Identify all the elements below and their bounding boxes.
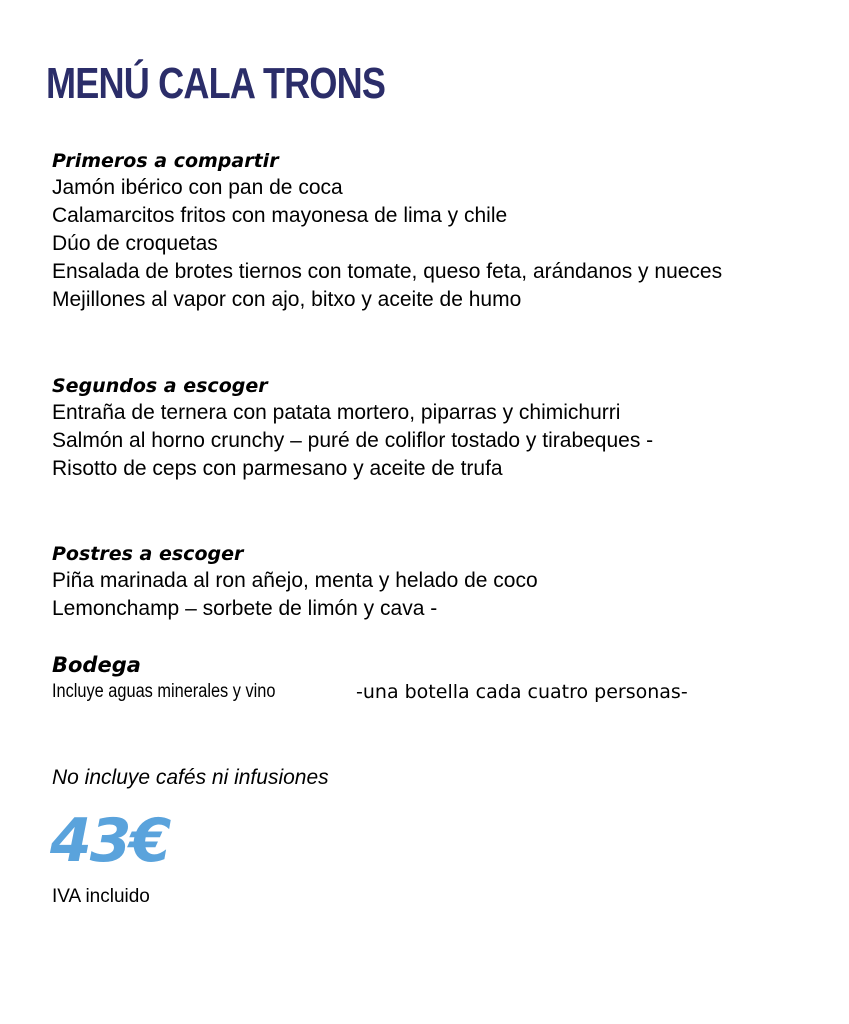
vat-note: IVA incluido [52, 886, 150, 907]
bodega-description [52, 679, 742, 705]
menu-item: Jamón ibérico con pan de coca [52, 176, 343, 199]
menu-item: Calamarcitos fritos con mayonesa de lima y chile [52, 204, 508, 227]
menu-item: Lemonchamp – sorbete de limón y cava - [52, 597, 438, 620]
menu-title: MENÚ CALA TRONS [46, 59, 386, 108]
bodega-text-waters-wine: Incluye aguas minerales y vino [52, 681, 276, 702]
section-segundos [52, 373, 742, 483]
menu-item: Entraña de ternera con patata mortero, piparras y chimichurri [52, 401, 621, 424]
menu-item: Dúo de croquetas [52, 232, 218, 255]
menu-item: Salmón al horno crunchy – puré de coliflor tostado y tirabeques - [52, 429, 654, 452]
section-note [52, 764, 742, 792]
menu-item: Risotto de ceps con parmesano y aceite de trufa [52, 457, 503, 480]
section-postres [52, 541, 742, 623]
section-heading-primeros: Primeros a compartir [52, 150, 279, 172]
menu-item: Ensalada de brotes tiernos con tomate, queso feta, arándanos y nueces [52, 260, 723, 283]
section-bodega [52, 651, 742, 705]
section-heading-bodega: Bodega [52, 653, 141, 677]
section-heading-postres: Postres a escoger [52, 543, 244, 565]
exclusion-note: No incluye cafés ni infusiones [52, 766, 329, 789]
menu-price: 43€ [50, 806, 170, 876]
menu-item: Piña marinada al ron añejo, menta y helado de coco [52, 569, 538, 592]
section-heading-segundos: Segundos a escoger [52, 375, 268, 397]
menu-item: Mejillones al vapor con ajo, bitxo y aceite de humo [52, 288, 522, 311]
bodega-text-bottle-ratio: -una botella cada cuatro personas- [356, 681, 688, 703]
section-primeros [52, 148, 742, 314]
